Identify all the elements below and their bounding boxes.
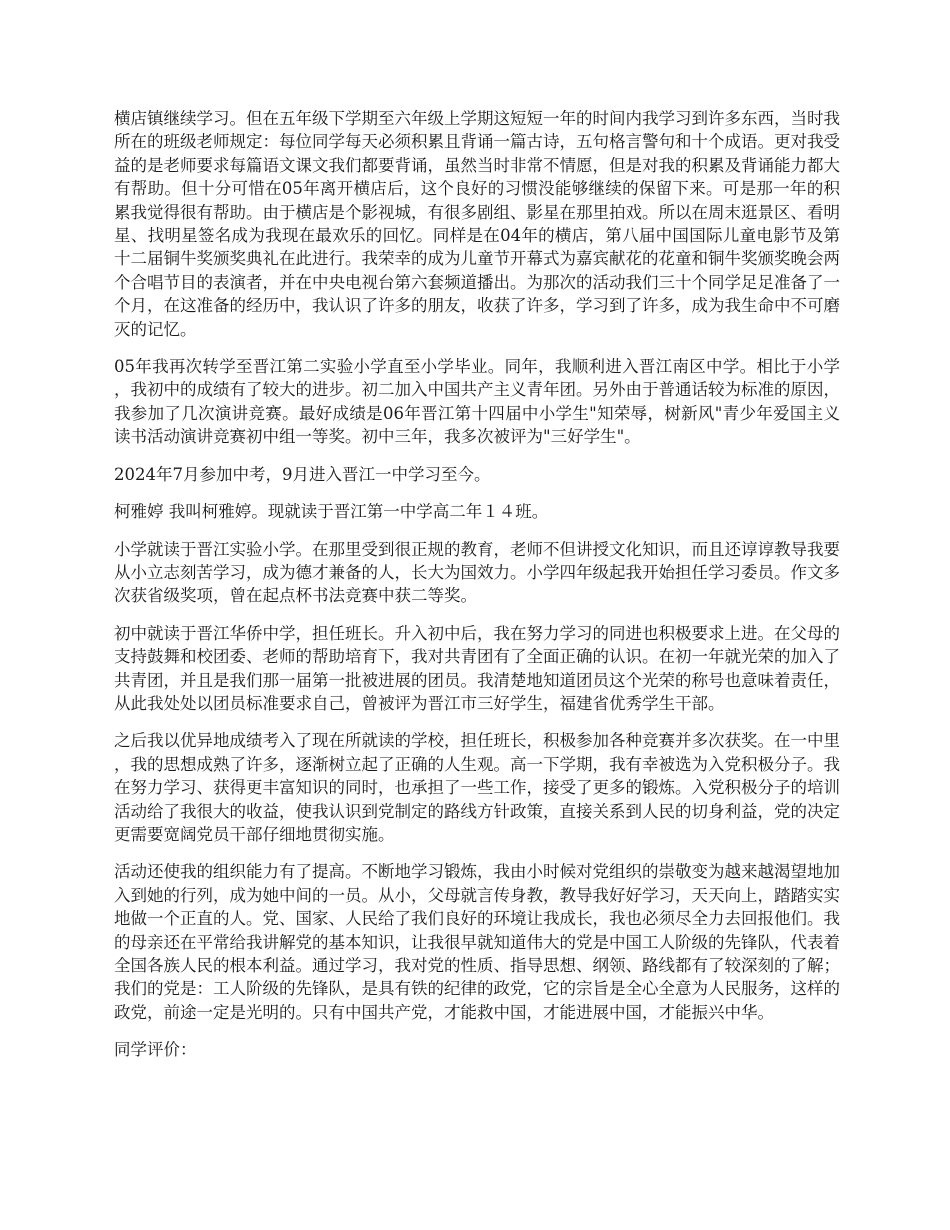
paragraph-party-activity: 活动还使我的组织能力有了提高。不断地学习锻炼，我由小时候对党组织的崇敬变为越来越渴望地加入到她的行列，成为她中间的一员。从小，父母就言传身教，教导我好好学习，天天向上，踏踏实实地做一个正直的人。党、国家、人民给了我们良好的环境让我成长，我也必须尽全力去回报他们。我的母亲还在平常给我讲解党的基本知识，让我很早就知道伟大的党是中国工人阶级的先锋队，代表着全国各族人民的根本利益。通过学习，我对党的性质、指导思想、纲领、路线都有了较深刻的了解；我们的党是：工人阶级的先锋队，是具有铁的纪律的政党，它的宗旨是全心全意为人民服务，这样的政党，前途一定是光明的。只有中国共产党，才能救中国，才能进展中国，才能振兴中华。: [114, 862, 840, 1022]
paragraph-hengdian-study: 横店镇继续学习。但在五年级下学期至六年级上学期这短短一年的时间内我学习到许多东西，当时我所在的班级老师规定：每位同学每天必须积累且背诵一篇古诗，五句格言警句和十个成语。更对我受益的是老师要求每篇语文课文我们都要背诵，虽然当时非常不情愿，但是对我的积累及背诵能力都大有帮助。但十分可惜在05年离开横店后，这个良好的习惯没能够继续的保留下来。可是那一年的积累我觉得很有帮助。由于横店是个影视城，有很多剧组、影星在那里拍戏。所以在周末逛景区、看明星、找明星签名成为我现在最欢乐的回忆。同样是在04年的横店，第八届中国国际儿童电影节及第十二届铜牛奖颁奖典礼在此进行。我荣幸的成为儿童节开幕式为嘉宾献花的花童和铜牛奖颁奖晚会两个合唱节目的表演者，并在中央电视台第六套频道播出。为那次的活动我们三十个同学足足准备了一个月，在这准备的经历中，我认识了许多的朋友，收获了许多，学习到了许多，成为我生命中不可磨灭的记忆。: [114, 109, 840, 339]
paragraph-zhongkao: 2024年7月参加中考，9月进入晋江一中学习至今。: [114, 464, 491, 484]
document-body: [114, 107, 840, 1076]
paragraph-introduction: 柯雅婷 我叫柯雅婷。现就读于晋江第一中学高二年１４班。: [114, 502, 549, 522]
paragraph-middle-school: 初中就读于晋江华侨中学，担任班长。升入初中后，我在努力学习的同进也积极要求上进。在父母的支持鼓舞和校团委、老师的帮助培育下，我对共青团有了全面正确的认识。在初一年就光荣的加入了共青团，并且是我们那一届第一批被进展的团员。我清楚地知道团员这个光荣的称号也意味着责任，从此我处处以团员标准要求自己，曾被评为晋江市三好学生，福建省优秀学生干部。: [114, 623, 840, 713]
paragraph-primary-school: 小学就读于晋江实验小学。在那里受到很正规的教育，老师不但讲授文化知识，而且还谆谆教导我要从小立志刻苦学习，成为德才兼备的人，长大为国效力。小学四年级起我开始担任学习委员。作文多次获省级奖项，曾在起点杯书法竞赛中获二等奖。: [114, 539, 840, 606]
paragraph-high-school: 之后我以优异地成绩考入了现在所就读的学校，担任班长，积极参加各种竞赛并多次获奖。在一中里，我的思想成熟了许多，逐渐树立起了正确的人生观。高一下学期，我有幸被选为入党积极分子。我在努力学习、获得更丰富知识的同时，也承担了一些工作，接受了更多的锻炼。入党积极分子的培训活动给了我很大的收益，使我认识到党制定的路线方针政策，直接关系到人民的切身利益，党的决定更需要宽阔党员干部仔细地贯彻实施。: [114, 731, 840, 844]
paragraph-classmate-review-heading: 同学评价：: [114, 1040, 197, 1060]
paragraph-jinjiang-transfer: 05年我再次转学至晋江第二实验小学直至小学毕业。同年，我顺利进入晋江南区中学。相比于小学，我初中的成绩有了较大的进步。初二加入中国共产主义青年团。另外由于普通话较为标准的原因，我参加了几次演讲竞赛。最好成绩是06年晋江第十四届中小学生"知荣辱，树新风"青少年爱国主义读书活动演讲竞赛初中组一等奖。初中三年，我多次被评为"三好学生"。: [114, 357, 840, 447]
